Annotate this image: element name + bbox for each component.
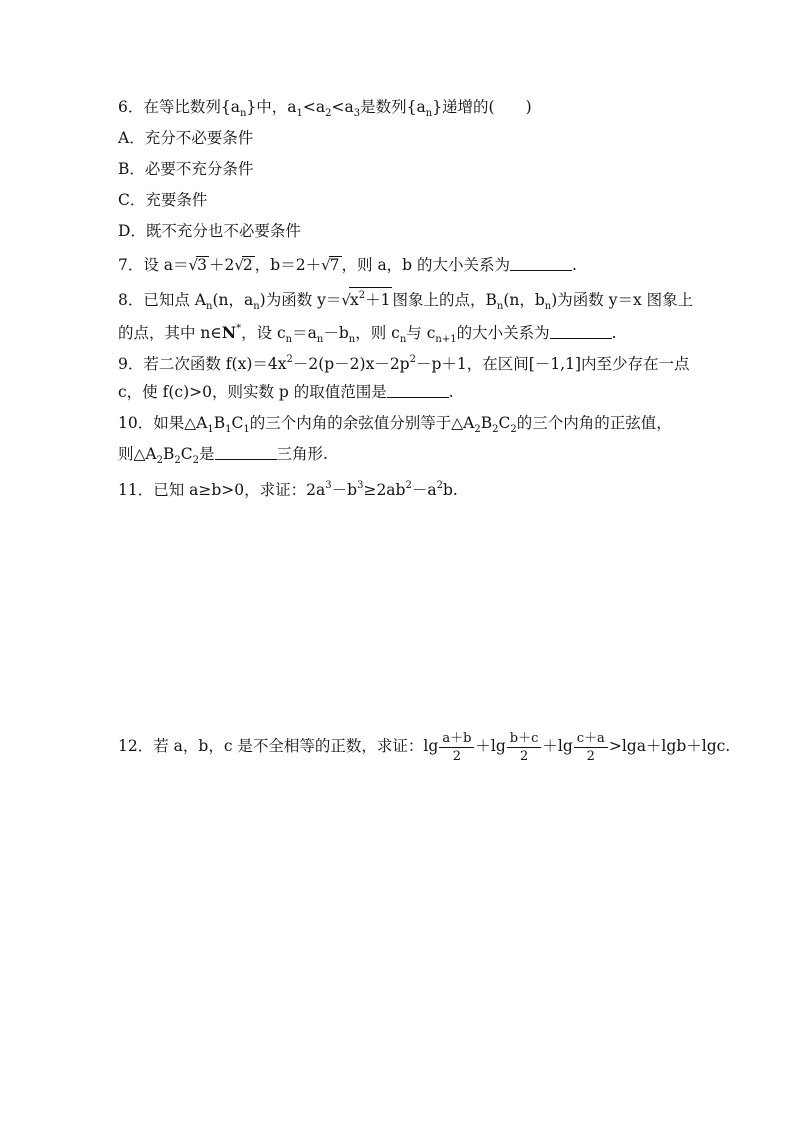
- sqrt-3: 3: [197, 256, 207, 274]
- answer-blank-7: [510, 256, 572, 271]
- question-7: 7．设 a＝√3 ＋2√2 ，b＝2＋√7 ，则 a，b 的大小关系为 .: [118, 256, 577, 274]
- sqrt-2: 2: [242, 256, 253, 274]
- question-6-option-d: D．既不充分也不必要条件: [118, 222, 301, 240]
- answer-blank-8: [550, 324, 612, 339]
- question-10-line-1: 10．如果$\triangle A_1B_1C_1$的三个内角的余弦值分别等于$\triangle A_2B_2C_2$的三个内角的正弦值，: [118, 414, 672, 435]
- question-6-stem: 6．在等比数列$\{a_n\}$中，$a_1<a_2<a_3$是数列$\{a_n\}$递增的( ): [118, 98, 532, 119]
- question-12: 12．若 a，b，c 是不全相等的正数，求证：lg $\frac{a+b}{2}$ ＋lg $\frac{b+c}{2}$ ＋lg $\frac{c+a}{2}$ >lga＋lgb＋lgc.: [118, 730, 731, 764]
- sqrt-7: 7: [329, 256, 340, 274]
- question-10-line-2: 则$\triangle A_2B_2C_2$是 三角形.: [118, 445, 328, 466]
- question-6-option-a: A．充分不必要条件: [118, 129, 254, 147]
- question-11: 11．已知 a≥b>0，求证：$2a^3-b^3\ge 2ab^2-a^2b$.: [118, 480, 458, 499]
- question-9-line-1: 9．若二次函数 $f(x)=4x^2-2(p-2)x-2p^2-p+1$，在区间[－1,1]内至少存在一点: [118, 354, 690, 373]
- answer-blank-10: [215, 445, 277, 460]
- fraction-c-plus-a: $\frac{c+a}{2}$: [574, 730, 608, 765]
- question-9-line-2: c，使 f(c)>0，则实数 p 的取值范围是 .: [118, 383, 454, 401]
- question-8-line-2: 的点，其中 n∈N*，设 $c_n=a_n-b_n$，则 $c_n$与 $c_{n+1}$的大小关系为 .: [118, 323, 617, 345]
- fraction-b-plus-c: $\frac{b+c}{2}$: [507, 730, 542, 765]
- question-8-line-1: 8．已知点 $A_n(n$，$a_n$)为函数 $y=√x^2+1$ 图象上的点，$B_n(n$，$b_n$)为函数 y＝x 图象上: [118, 287, 693, 317]
- sqrt-x2-plus-1: $x^2+1$: [349, 287, 393, 308]
- question-6-option-c: C．充要条件: [118, 191, 208, 209]
- question-6-option-b: B．必要不充分条件: [118, 160, 254, 178]
- answer-blank-9: [387, 383, 449, 398]
- fraction-a-plus-b: $\frac{a+b}{2}$: [439, 730, 474, 765]
